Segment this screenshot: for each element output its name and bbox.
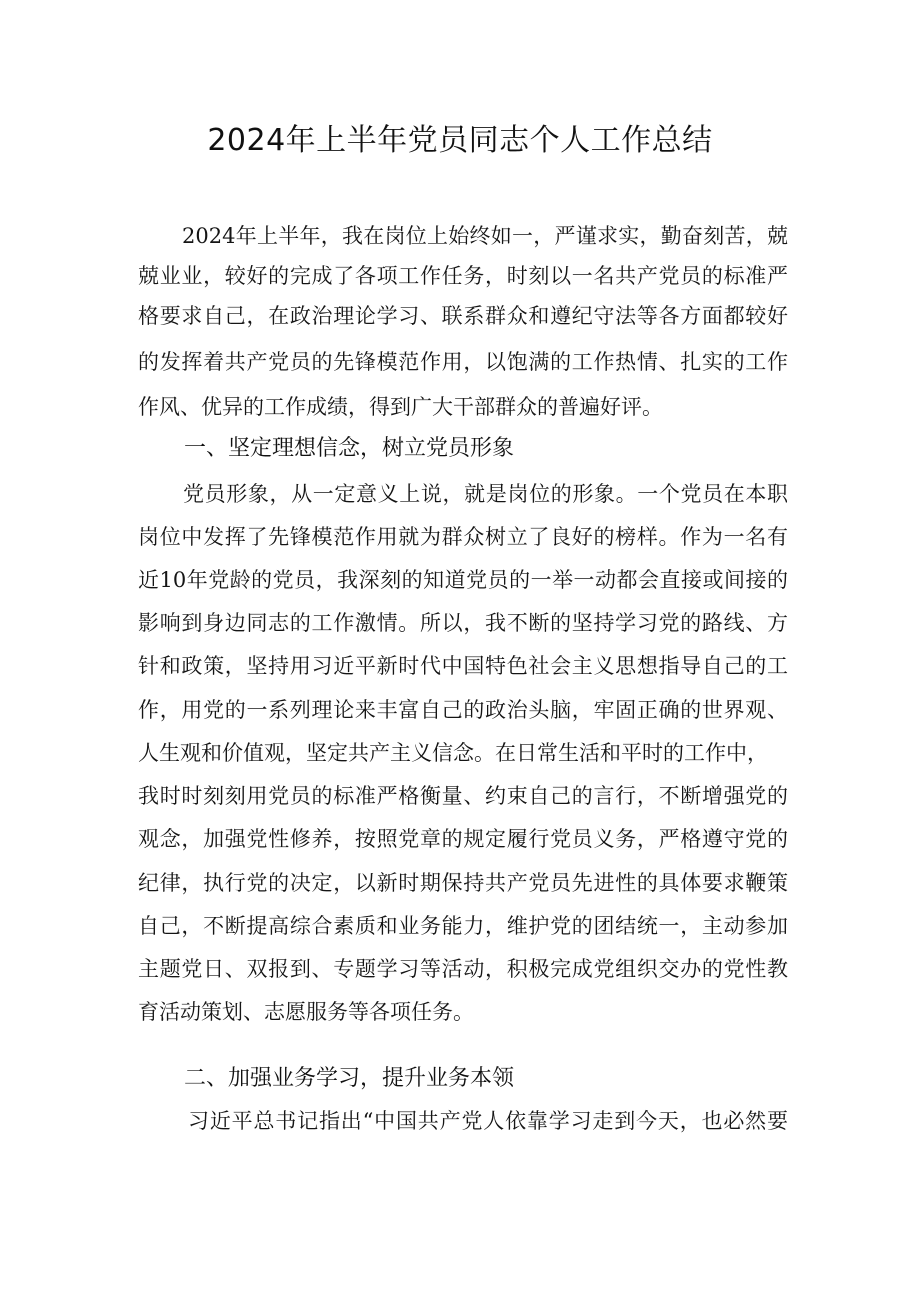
section1-line-10: 纪律，执行党的决定，以新时期保持共产党员先进性的具体要求鞭策 [138, 871, 788, 895]
intro-line-3: 格要求自己，在政治理论学习、联系群众和遵纪守法等各方面都较好 [138, 304, 788, 328]
intro-line-1: 2024年上半年，我在岗位上始终如一，严谨求实，勤奋刻苦，兢 [182, 224, 788, 248]
document-title: 2024年上半年党员同志个人工作总结 [207, 123, 713, 158]
section1-line-9: 观念，加强党性修养，按照党章的规定履行党员义务，严格遵守党的 [138, 827, 788, 851]
section1-line-8: 我时时刻刻用党员的标准严格衡量、约束自己的言行，不断增强党的 [138, 784, 788, 808]
section1-line-7: 人生观和价值观，坚定共产主义信念。在日常生活和平时的工作中， [138, 741, 768, 765]
section1-line-5: 针和政策，坚持用习近平新时代中国特色社会主义思想指导自己的工 [138, 654, 788, 678]
intro-line-2: 兢业业，较好的完成了各项工作任务，时刻以一名共产党员的标准严 [138, 264, 788, 288]
section1-line-11: 自己，不断提高综合素质和业务能力，维护党的团结统一，主动参加 [138, 914, 788, 938]
section1-line-13: 育活动策划、志愿服务等各项任务。 [138, 1000, 474, 1024]
section1-line-3: 近10年党龄的党员，我深刻的知道党员的一举一动都会直接或间接的 [138, 568, 788, 592]
section1-line-6: 作，用党的一系列理论来丰富自己的政治头脑，牢固正确的世界观、 [138, 698, 788, 722]
section1-line-12: 主题党日、双报到、专题学习等活动，积极完成党组织交办的党性教 [138, 957, 788, 981]
section2-heading: 二、加强业务学习，提升业务本领 [184, 1066, 515, 1091]
intro-line-4: 的发挥着共产党员的先锋模范作用，以饱满的工作热情、扎实的工作 [138, 350, 788, 374]
section1-line-1: 党员形象，从一定意义上说，就是岗位的形象。一个党员在本职 [183, 482, 788, 506]
intro-line-5: 作风、优异的工作成绩，得到广大干部群众的普遍好评。 [138, 395, 663, 419]
section1-line-4: 影响到身边同志的工作激情。所以，我不断的坚持学习党的路线、方 [138, 611, 788, 635]
section2-line-1: 习近平总书记指出“中国共产党人依靠学习走到今天，也必然要 [188, 1109, 788, 1133]
section1-heading: 一、坚定理想信念，树立党员形象 [184, 436, 515, 461]
section1-line-2: 岗位中发挥了先锋模范作用就为群众树立了良好的榜样。作为一名有 [138, 525, 788, 549]
